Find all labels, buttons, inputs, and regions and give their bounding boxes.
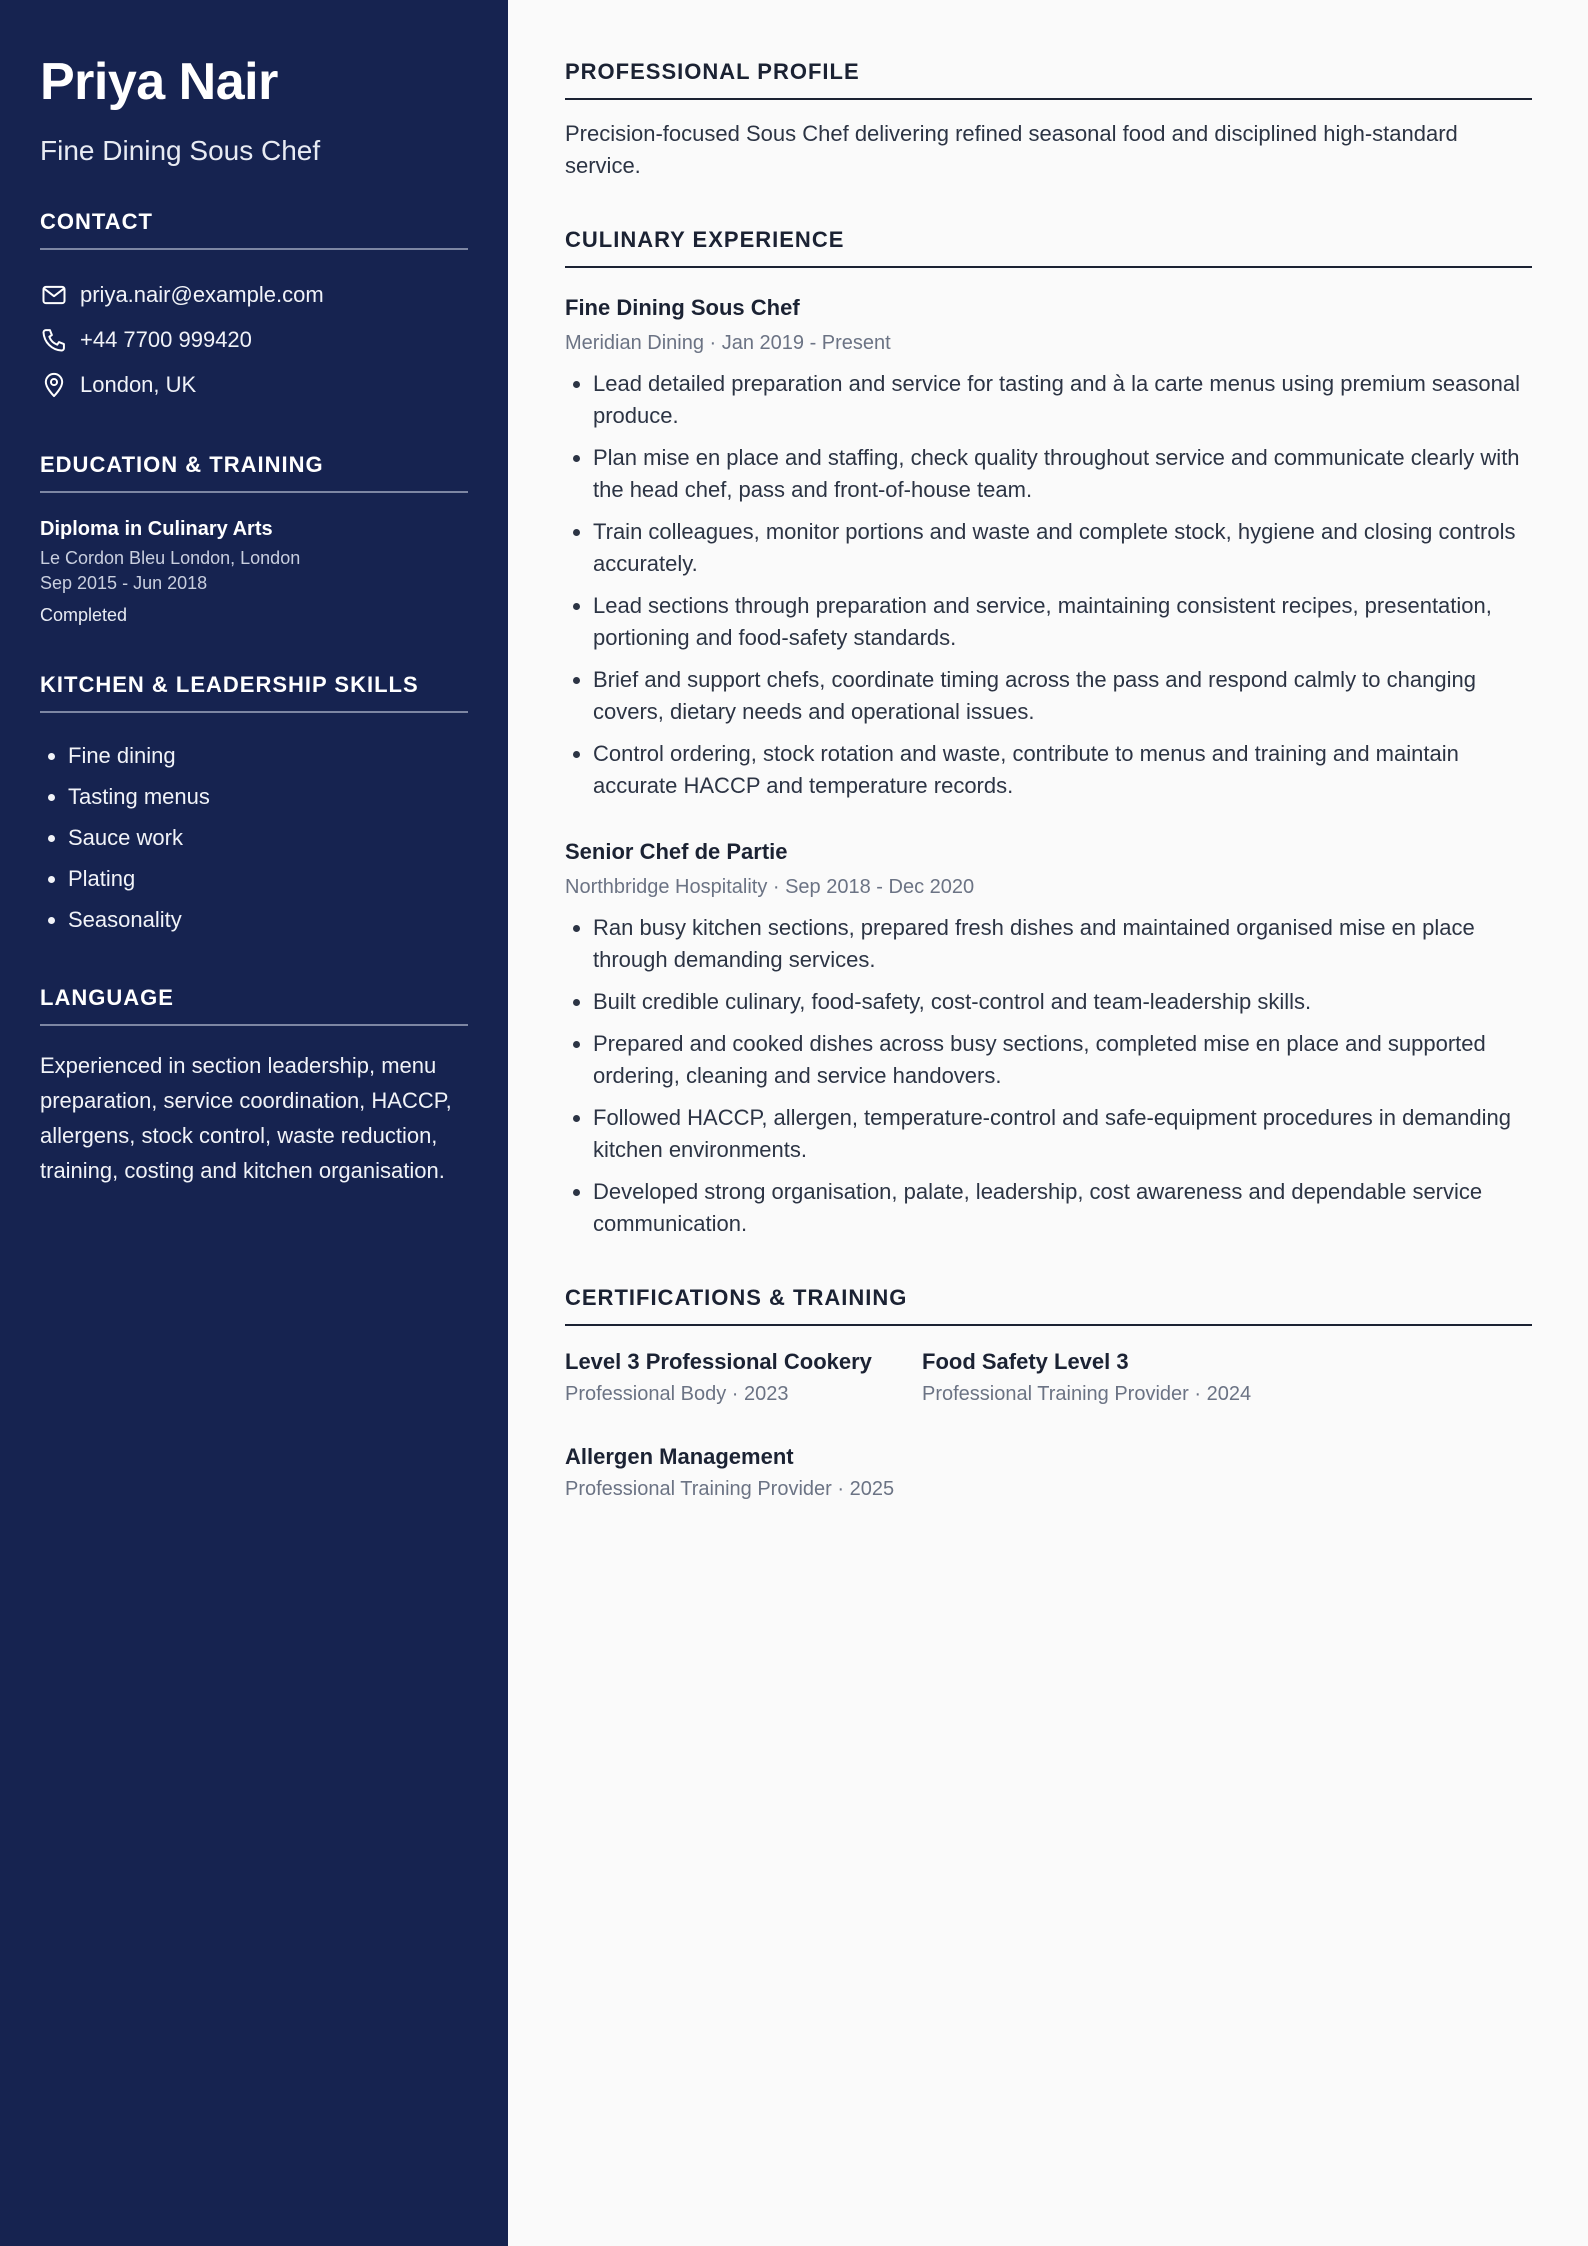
certification-meta: Professional Body · 2023: [565, 1383, 789, 1405]
job-bullets: [565, 912, 1532, 1240]
skill-item: • Seasonality: [68, 899, 468, 940]
experience-heading: CULINARY EXPERIENCE: [565, 226, 1532, 268]
location-pin-icon: [40, 371, 68, 399]
job-title: Senior Chef de Partie: [565, 839, 788, 864]
education-school: Le Cordon Bleu London, London: [40, 548, 301, 568]
job-meta: Meridian Dining · Jan 2019 - Present: [565, 332, 891, 354]
skills-list: [40, 735, 468, 940]
job-entry: [565, 838, 1532, 1240]
certifications-heading: CERTIFICATIONS & TRAINING: [565, 1284, 1532, 1326]
certification-item: [565, 1348, 922, 1407]
skills-heading: KITCHEN & LEADERSHIP SKILLS: [40, 671, 468, 713]
contact-heading: CONTACT: [40, 208, 468, 250]
profile-heading: PROFESSIONAL PROFILE: [565, 58, 1532, 100]
education-entry: [40, 515, 468, 627]
job-bullet: • Lead detailed preparation and service for tasting and à la carte menus using premium seasonal produce.: [593, 368, 1532, 432]
contact-email[interactable]: [40, 272, 468, 317]
contact-list: [40, 272, 468, 407]
job-meta: Northbridge Hospitality · Sep 2018 - Dec 2020: [565, 876, 975, 898]
job-bullet: • Followed HACCP, allergen, temperature-control and safe-equipment procedures in demanding kitchen environments.: [593, 1102, 1532, 1166]
language-section: [40, 984, 468, 1188]
main-content: [508, 0, 1588, 2246]
education-degree: Diploma in Culinary Arts: [40, 518, 273, 540]
job-bullets: [565, 368, 1532, 802]
contact-location-text: London, UK: [80, 371, 197, 397]
contact-section: [40, 208, 468, 407]
language-text: Experienced in section leadership, menu preparation, service coordination, HACCP, allergens, stock control, waste reduction, training, costing and kitchen organisation.: [40, 1053, 452, 1183]
job-bullet: • Ran busy kitchen sections, prepared fresh dishes and maintained organised mise en place through demanding services.: [593, 912, 1532, 976]
job-bullet: • Developed strong organisation, palate, leadership, cost awareness and dependable service communication.: [593, 1176, 1532, 1240]
contact-phone-text: +44 7700 999420: [80, 326, 252, 352]
certification-item: [565, 1443, 922, 1502]
job-bullet: • Brief and support chefs, coordinate timing across the pass and respond calmly to changing covers, dietary needs and operational issues.: [593, 664, 1532, 728]
certification-name: Allergen Management: [565, 1444, 794, 1469]
job-bullet: • Lead sections through preparation and service, maintaining consistent recipes, presentation, portioning and food-safety standards.: [593, 590, 1532, 654]
certification-name: Food Safety Level 3: [922, 1349, 1129, 1374]
education-dates: Sep 2015 - Jun 2018: [40, 573, 208, 593]
education-section: [40, 451, 468, 627]
profile-text: Precision-focused Sous Chef delivering refined seasonal food and disciplined high-standard service.: [565, 121, 1458, 178]
job-entry: [565, 294, 1532, 802]
education-status: Completed: [40, 605, 128, 625]
certifications-section: [565, 1284, 1532, 1538]
skills-section: [40, 671, 468, 940]
phone-icon: [40, 326, 68, 354]
job-bullet: • Train colleagues, monitor portions and waste and complete stock, hygiene and closing controls accurately.: [593, 516, 1532, 580]
certification-item: [922, 1348, 1279, 1407]
profile-section: [565, 58, 1532, 182]
certification-meta: Professional Training Provider · 2024: [922, 1383, 1252, 1405]
person-name: Priya Nair: [40, 53, 278, 111]
contact-phone[interactable]: [40, 317, 468, 362]
job-bullet: • Built credible culinary, food-safety, cost-control and team-leadership skills.: [593, 986, 1532, 1018]
certifications-grid: [565, 1348, 1532, 1538]
job-bullet: • Control ordering, stock rotation and waste, contribute to menus and training and maintain accurate HACCP and temperature records.: [593, 738, 1532, 802]
person-title: Fine Dining Sous Chef: [40, 135, 321, 166]
language-heading: LANGUAGE: [40, 984, 468, 1026]
skill-item: • Plating: [68, 858, 468, 899]
skill-item: • Sauce work: [68, 817, 468, 858]
job-bullet: • Prepared and cooked dishes across busy sections, completed mise en place and supported ordering, cleaning and service handovers.: [593, 1028, 1532, 1092]
skill-item: • Fine dining: [68, 735, 468, 776]
contact-email-text: priya.nair@example.com: [80, 281, 324, 307]
job-title: Fine Dining Sous Chef: [565, 295, 800, 320]
certification-name: Level 3 Professional Cookery: [565, 1349, 872, 1374]
job-bullet: • Plan mise en place and staffing, check quality throughout service and communicate clearly with the head chef, pass and front-of-house team.: [593, 442, 1532, 506]
experience-section: [565, 226, 1532, 1240]
certification-meta: Professional Training Provider · 2025: [565, 1478, 895, 1500]
education-heading: EDUCATION & TRAINING: [40, 451, 468, 493]
sidebar: [0, 0, 508, 2246]
contact-location: [40, 362, 468, 407]
mail-icon: [40, 281, 68, 309]
skill-item: • Tasting menus: [68, 776, 468, 817]
